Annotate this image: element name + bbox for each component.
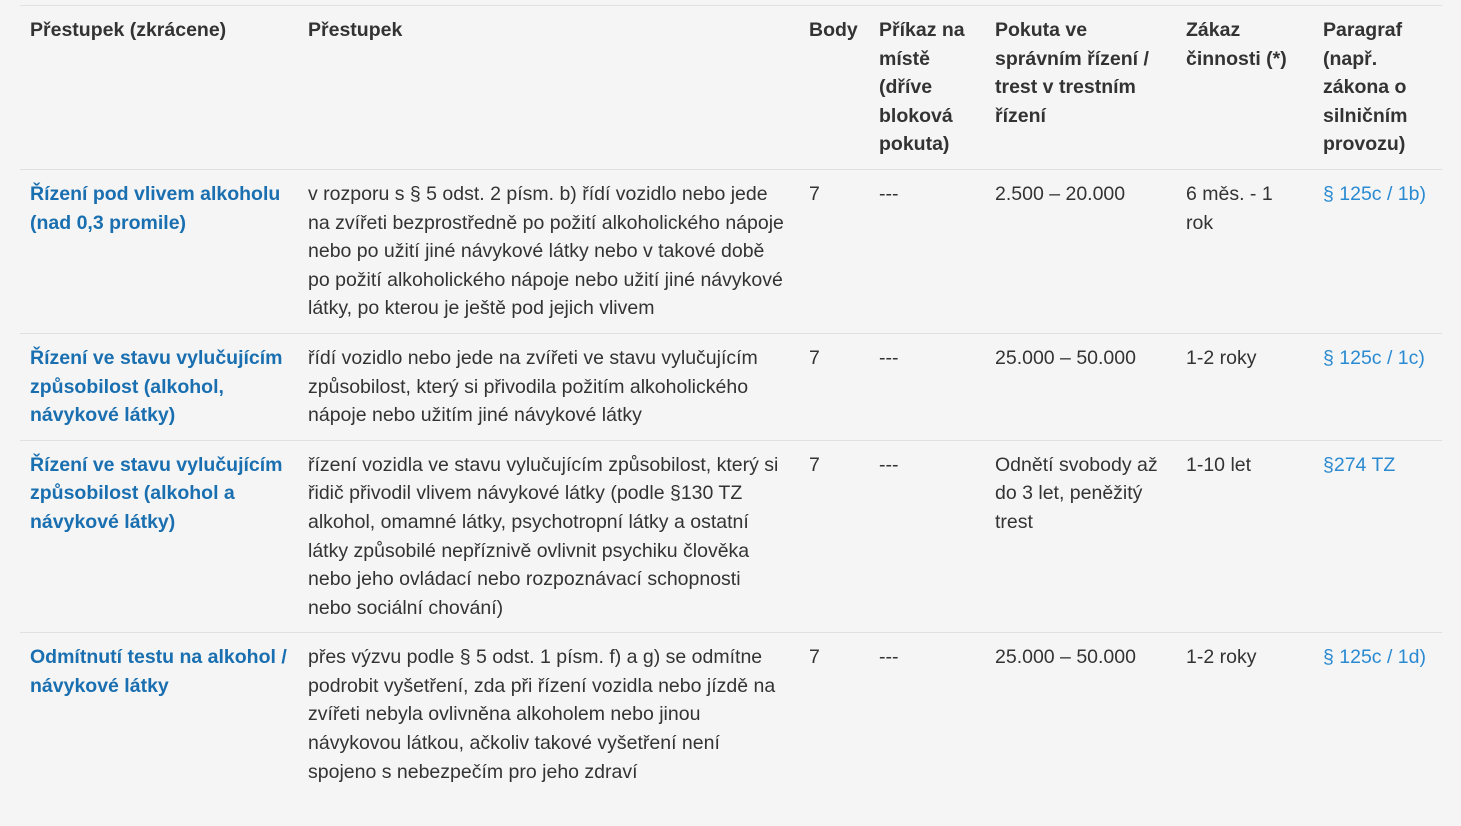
header-row <box>20 6 1442 170</box>
offense-description: přes výzvu podle § 5 odst. 1 písm. f) a g) se odmítne podrobit vyšetření, zda při řízení vozidla nebo jízdě na zvířeti nebyla ovlivněna alkoholem nebo jinou návykovou látkou, ačkoliv takové vyšetření není spojeno s nebezpečím pro jeho zdraví <box>298 633 799 796</box>
offense-short-link[interactable]: Řízení pod vlivem alkoholu (nad 0,3 promile) <box>30 182 281 234</box>
table-header <box>20 6 1442 170</box>
paragraph-cell <box>1313 440 1442 633</box>
driving-ban-value: 6 měs. - 1 rok <box>1176 169 1313 333</box>
offense-short-cell <box>20 169 298 333</box>
paragraph-link[interactable]: § 125c / 1d) <box>1323 646 1426 669</box>
offense-description: v rozporu s § 5 odst. 2 písm. b) řídí vozidlo nebo jede na zvířeti bezprostředně po požití alkoholického nápoje nebo po užití jiné návykové látky nebo v takové době po požití alkoholického nápoje nebo užití jiné návykové látky, po kterou je ještě pod jejich vlivem <box>298 169 799 333</box>
driving-ban-value: 1-10 let <box>1176 440 1313 633</box>
table-row <box>20 333 1442 440</box>
fine-value: Odnětí svobody až do 3 let, peněžitý trest <box>985 440 1176 633</box>
paragraph-cell <box>1313 333 1442 440</box>
offenses-table <box>20 5 1442 796</box>
table-body <box>20 169 1442 796</box>
paragraph-link[interactable]: § 125c / 1c) <box>1323 346 1425 369</box>
driving-ban-value: 1-2 roky <box>1176 633 1313 796</box>
paragraph-link[interactable]: §274 TZ <box>1323 453 1396 476</box>
on-spot-fine-value: --- <box>869 333 985 440</box>
offense-short-cell <box>20 333 298 440</box>
offense-short-link[interactable]: Řízení ve stavu vylučujícím způsobilost (alkohol a návykové látky) <box>30 453 283 533</box>
paragraph-cell <box>1313 633 1442 796</box>
fine-value: 25.000 – 50.000 <box>985 333 1176 440</box>
header-fine: Pokuta ve správním řízení / trest v trestním řízení <box>985 6 1176 170</box>
offense-short-cell <box>20 633 298 796</box>
header-on-spot-fine: Příkaz na místě (dříve bloková pokuta) <box>869 6 985 170</box>
offense-short-link[interactable]: Odmítnutí testu na alkohol / návykové látky <box>30 646 287 697</box>
on-spot-fine-value: --- <box>869 633 985 796</box>
on-spot-fine-value: --- <box>869 440 985 633</box>
header-driving-ban: Zákaz činnosti (*) <box>1176 6 1313 170</box>
header-points: Body <box>799 6 869 170</box>
offense-short-link[interactable]: Řízení ve stavu vylučujícím způsobilost (alkohol, návykové látky) <box>30 346 283 427</box>
offense-short-cell <box>20 440 298 633</box>
header-offense-short: Přestupek (zkrácene) <box>20 6 298 170</box>
points-value: 7 <box>799 333 869 440</box>
offense-description: řídí vozidlo nebo jede na zvířeti ve stavu vylučujícím způsobilost, který si přivodila požitím alkoholického nápoje nebo užitím jiné návykové látky <box>298 333 799 440</box>
fine-value: 2.500 – 20.000 <box>985 169 1176 333</box>
table-row <box>20 633 1442 796</box>
paragraph-cell <box>1313 169 1442 333</box>
on-spot-fine-value: --- <box>869 169 985 333</box>
table-row <box>20 169 1442 333</box>
points-value: 7 <box>799 440 869 633</box>
paragraph-link[interactable]: § 125c / 1b) <box>1323 182 1426 205</box>
header-paragraph: Paragraf (např. zákona o silničním provozu) <box>1313 6 1442 170</box>
fine-value: 25.000 – 50.000 <box>985 633 1176 796</box>
points-value: 7 <box>799 633 869 796</box>
offense-description: řízení vozidla ve stavu vylučujícím způsobilost, který si řidič přivodil vlivem návykové látky (podle §130 TZ alkohol, omamné látky, psychotropní látky a ostatní látky způsobilé nepříznivě ovlivnit psychiku člověka nebo jeho ovládací nebo rozpoznávací schopnosti nebo sociální chování) <box>298 440 799 633</box>
driving-ban-value: 1-2 roky <box>1176 333 1313 440</box>
table-row <box>20 440 1442 633</box>
header-offense: Přestupek <box>298 6 799 170</box>
points-value: 7 <box>799 169 869 333</box>
